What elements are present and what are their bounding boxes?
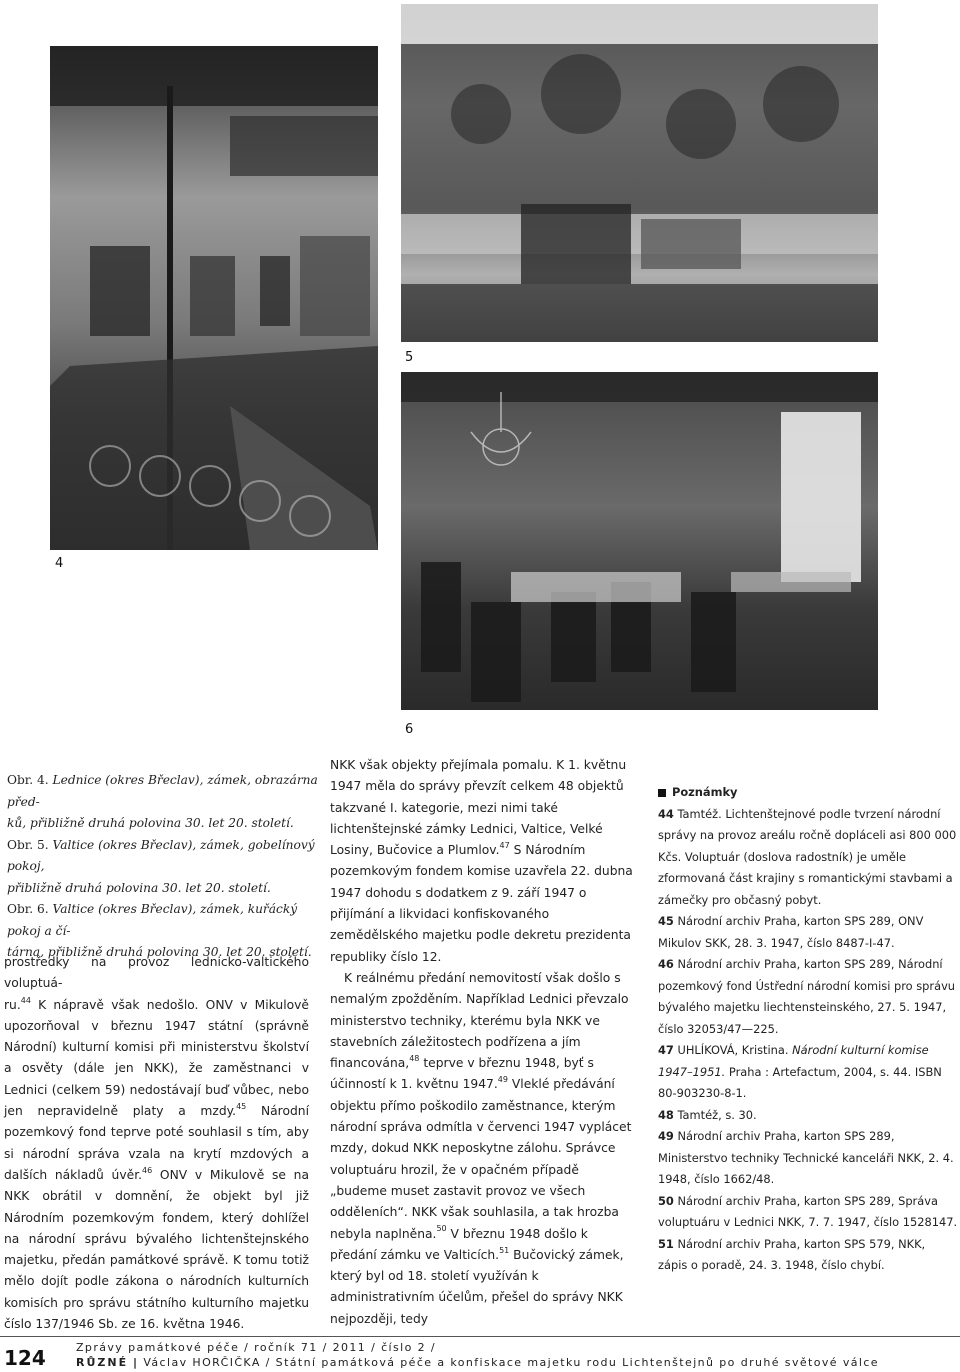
figure-number-5: 5 [405, 350, 414, 365]
journal-line: Zprávy památkové péče / ročník 71 / 2011 / číslo 2 / [76, 1341, 436, 1354]
note-47: 47 UHLÍKOVÁ, Kristina. Národní kulturní komise 1947–1951. Praha : Artefactum, 2004, s. 44. ISBN 80-903230-8-1. [658, 1043, 942, 1100]
photo-valtice-smoking-room [401, 372, 878, 710]
body-column-1 [4, 952, 309, 1335]
footnote-ref-44[interactable]: 44 [20, 995, 31, 1005]
caption-fig5: Obr. 5. Valtice (okres Břeclav), zámek, gobelínový pokoj, přibližně druhá polovina 30. let 20. století. [7, 837, 315, 895]
notes-column [658, 782, 958, 1277]
footer-divider [0, 1336, 960, 1337]
body-column-2 [330, 755, 635, 1330]
caption-fig6: Obr. 6. Valtice (okres Břeclav), zámek, kuřácký pokoj a čí- tárna, přibližně druhá polovina 30. let 20. století. [7, 902, 312, 959]
note-49: 49 Národní archiv Praha, karton SPS 289, Ministerstvo techniky Technické kanceláři NKK, 2. 4. 1948, číslo 1662/48. [658, 1129, 954, 1186]
footnote-ref-50[interactable]: 50 [436, 1224, 447, 1234]
figure-number-4: 4 [55, 556, 64, 571]
article-line: RŮZNÉ | Václav HORČIČKA / Státní památková péče a konfiskace majetku rodu Lichtenštejnů po druhé světové válce [76, 1356, 879, 1369]
body-paragraph: prostředky na provoz lednicko-valtického voluptuá- ru.$^{44}$ K nápravě však nedošlo. ONV v Mikulově upozorňoval v březnu 1947 státní (správně Národní) kulturní komisi při ministerstvu školství a osvěty (dále jen NKK), že zaměstnanci v Lednici (celkem 59) nedostávají buď vůbec, nebo jen nepravidelně platy a mzdy.$^{45}$ Národní pozemkový fond teprve poté souhlasil s tím, aby si národní správa vzala na krytí mzdových a dalších nákladů úvěr.$^{46}$ ONV v Mikulově se na NKK obrátil v domnění, že objekt byl již Národním pozemkovým fondem, který dohlížel na národní správu bývalého lichtenštejnského majetku, předán památkové správě. K tomu totiž mělo dojít podle zákona o národních kulturních komisích pro správu státního kulturního majetku číslo 137/1946 Sb. ze 16. května 1946. [4, 955, 310, 1332]
footnote-ref-46[interactable]: 46 [142, 1165, 153, 1175]
body-paragraph: K reálnému předání nemovitostí však došlo s nemalým zpožděním. Například Lednici převzalo ministerstvo techniky, kterému byla NKK ve stavebních záležitostech podřízena a jím financována,$^{48}$ teprve v březnu 1948, byť s účinností k 1. květnu 1947.49 Vleklé předávání objektu přímo poškodilo zaměstnance, kterým národní správa odmítla v červenci 1947 vyplácet mzdy, dokud NKK neposkytne zálohu. Správce voluptuáru hrozil, že v opačném případě „budeme muset zastavit provoz ve všech odděleních“. NKK však souhlasila, a tak hrozba nebyla naplněna.$^{50}$ V březnu 1948 došlo k předání zámku ve Valticích.$^{51}$ Bučovický zámek, který byl od 18. století využíván k administrativním účelům, přešel do správy NKK nejpozději, tedy [330, 970, 632, 1326]
photo-lednice-gallery [50, 46, 378, 550]
note-46: 46 Národní archiv Praha, karton SPS 289, Národní pozemkový fond Ústřední národní komisi pro správu bývalého majetku liechtensteinského, 27. 5. 1947, číslo 32053/47—225. [658, 957, 956, 1036]
note-48: 48 Tamtéž, s. 30. [658, 1107, 757, 1122]
footnote-ref-49[interactable]: 49 [497, 1075, 508, 1085]
footnote-ref-51[interactable]: 51 [499, 1245, 510, 1255]
notes-heading: Poznámky [658, 782, 958, 804]
separator: | [133, 1356, 139, 1369]
page-number: 124 [4, 1346, 46, 1370]
footnote-ref-47[interactable]: 47 [499, 841, 510, 851]
running-footer [76, 1340, 956, 1370]
note-44: 44 Tamtéž. Lichtenštejnové podle tvrzení národní správy na provoz areálu ročně dopláceli asi 800 000 Kčs. Voluptuár (doslova radostník) je uměle zformovaná část krajiny s romantickými stavbami a zámečky pro občasný pobyt. [658, 806, 957, 907]
figure-number-6: 6 [405, 722, 414, 737]
note-50: 50 Národní archiv Praha, karton SPS 289, Správa voluptuáru v Lednici NKK, 7. 7. 1947, číslo 1528147. [658, 1193, 958, 1229]
footnote-ref-48[interactable]: 48 [409, 1054, 420, 1064]
footnote-ref-45[interactable]: 45 [236, 1101, 247, 1111]
note-45: 45 Národní archiv Praha, karton SPS 289, ONV Mikulov SKK, 28. 3. 1947, číslo 8487-I-47. [658, 914, 924, 950]
figure-captions [7, 770, 319, 964]
body-paragraph: NKK však objekty přejímala pomalu. K 1. květnu 1947 měla do správy převzít celkem 48 objektů takzvané I. kategorie, mezi nimi také lichtenštejnské zámky Lednici, Valtice, Velké Losiny, Bučovice a Plumlov.$^{47}$ S Národním pozemkovým fondem komise uzavřela 22. dubna 1947 dohodu s dodatkem z 9. září 1947 o přijímání a likvidaci konfiskovaného zemědělského majetku podle dekretu prezidenta republiky číslo 12. [330, 758, 633, 964]
square-bullet-icon [658, 789, 666, 797]
caption-fig4: Obr. 4. Lednice (okres Břeclav), zámek, obrazárna před- ků, přibližně druhá polovina 30. let 20. století. [7, 773, 318, 830]
photo-valtice-tapestry-room [401, 4, 878, 342]
note-51: 51 Národní archiv Praha, karton SPS 579, NKK, zápis o poradě, 24. 3. 1948, číslo chybí. [658, 1236, 926, 1272]
section-label: RŮZNÉ [76, 1356, 129, 1369]
